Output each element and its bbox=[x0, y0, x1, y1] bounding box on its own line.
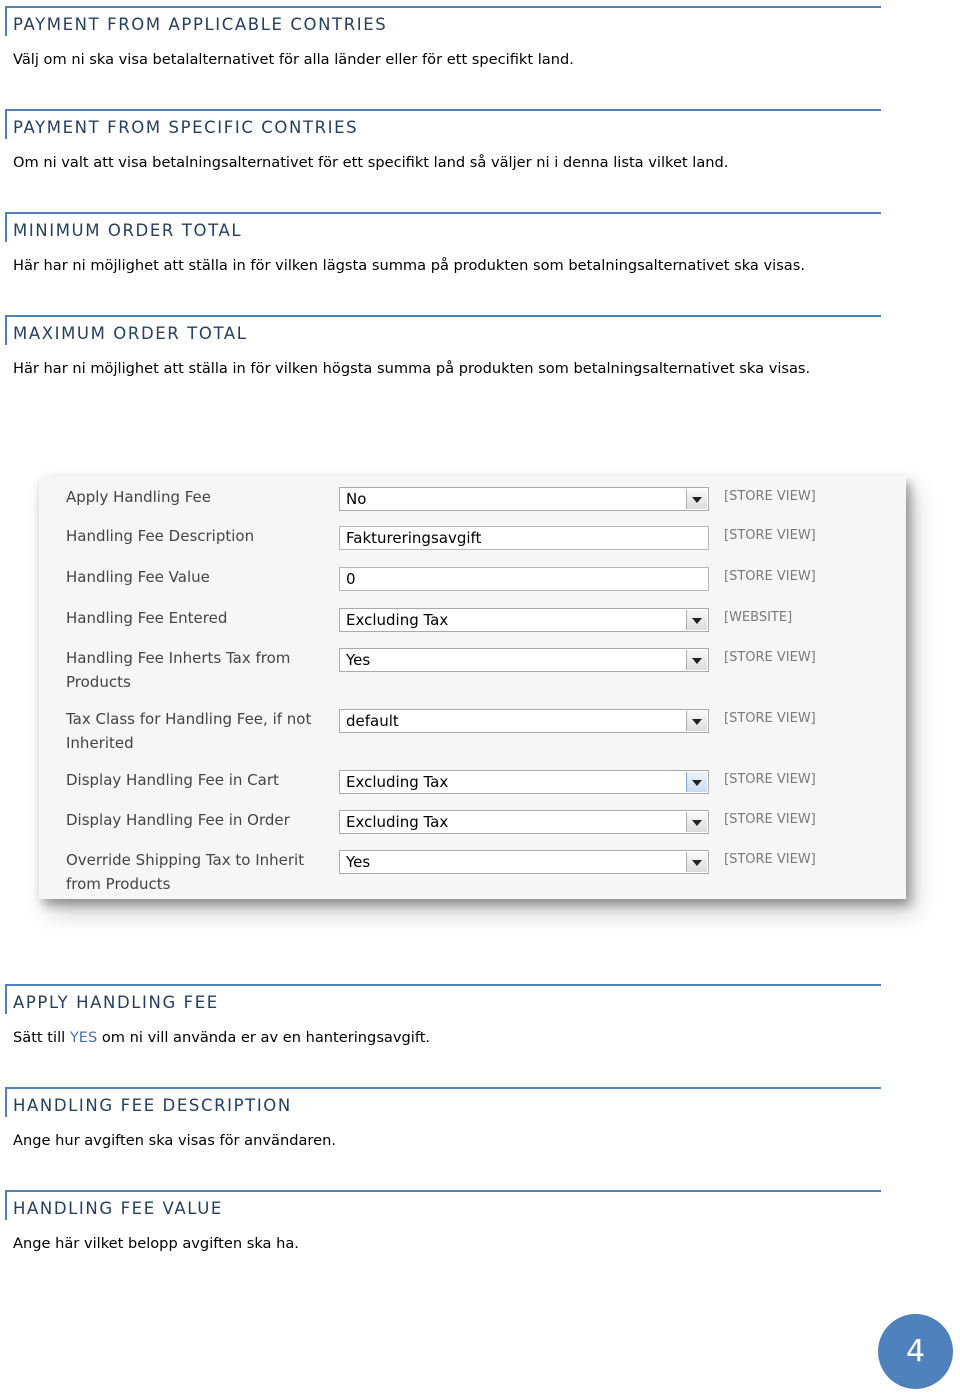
apply-handling-fee-select[interactable] bbox=[339, 487, 709, 511]
section-minimum-order-total bbox=[5, 212, 881, 274]
dropdown-arrow-icon[interactable] bbox=[686, 650, 707, 670]
scope-label: [STORE VIEW] bbox=[724, 812, 816, 827]
section-heading bbox=[5, 315, 881, 345]
field-label: Display Handling Fee in Cart bbox=[66, 771, 279, 789]
heading-text: MINIMUM ORDER TOTAL bbox=[13, 221, 243, 240]
section-text bbox=[5, 1029, 881, 1046]
input-value: Faktureringsavgift bbox=[346, 529, 482, 547]
section-text: Om ni valt att visa betalningsalternativet för ett specifikt land så väljer ni i denna lista vilket land. bbox=[13, 154, 729, 171]
section-heading bbox=[5, 6, 881, 36]
section-heading bbox=[5, 1190, 881, 1220]
scope-label: [STORE VIEW] bbox=[724, 772, 816, 787]
select-value: default bbox=[346, 712, 399, 730]
display-fee-order-select[interactable] bbox=[339, 810, 709, 834]
section-text: Ange här vilket belopp avgiften ska ha. bbox=[13, 1235, 299, 1252]
select-value: Yes bbox=[346, 853, 371, 871]
section-text: Här har ni möjlighet att ställa in för vilken högsta summa på produkten som betalningsalternativet ska visas. bbox=[13, 360, 811, 377]
section-text: Ange hur avgiften ska visas för användaren. bbox=[13, 1132, 336, 1149]
tax-class-select[interactable] bbox=[339, 709, 709, 733]
field-label: Handling Fee Inherts Tax from Products bbox=[66, 649, 291, 691]
field-label: Handling Fee Description bbox=[66, 527, 255, 545]
scope-label: [STORE VIEW] bbox=[724, 528, 816, 543]
page-number-badge: 4 bbox=[878, 1314, 953, 1389]
dropdown-arrow-icon[interactable] bbox=[686, 610, 707, 630]
dropdown-arrow-icon[interactable] bbox=[686, 772, 707, 792]
handling-fee-settings-screenshot bbox=[39, 476, 906, 899]
scope-label: [WEBSITE] bbox=[724, 610, 793, 625]
heading-text: HANDLING FEE VALUE bbox=[13, 1199, 223, 1218]
heading-text: MAXIMUM ORDER TOTAL bbox=[13, 324, 248, 343]
scope-label: [STORE VIEW] bbox=[724, 489, 816, 504]
field-label: Handling Fee Entered bbox=[66, 609, 228, 627]
dropdown-arrow-icon[interactable] bbox=[686, 852, 707, 872]
dropdown-arrow-icon[interactable] bbox=[686, 812, 707, 832]
section-text: Här har ni möjlighet att ställa in för vilken lägsta summa på produkten som betalningsalternativet ska visas. bbox=[13, 257, 805, 274]
section-apply-handling-fee bbox=[5, 984, 881, 1046]
input-value: 0 bbox=[346, 570, 356, 588]
section-heading bbox=[5, 984, 881, 1014]
display-fee-cart-select[interactable] bbox=[339, 770, 709, 794]
scope-label: [STORE VIEW] bbox=[724, 650, 816, 665]
section-handling-fee-value bbox=[5, 1190, 881, 1252]
heading-text: PAYMENT FROM SPECIFIC CONTRIES bbox=[13, 118, 359, 137]
scope-label: [STORE VIEW] bbox=[724, 569, 816, 584]
field-label: Handling Fee Value bbox=[66, 568, 210, 586]
dropdown-arrow-icon[interactable] bbox=[686, 711, 707, 731]
heading-text: APPLY HANDLING FEE bbox=[13, 993, 219, 1012]
field-label: Override Shipping Tax to Inherit from Products bbox=[66, 851, 305, 893]
field-label: Apply Handling Fee bbox=[66, 488, 212, 506]
handling-fee-description-input[interactable] bbox=[339, 526, 709, 550]
select-value: Excluding Tax bbox=[346, 773, 449, 791]
override-shipping-tax-select[interactable] bbox=[339, 850, 709, 874]
handling-fee-value-input[interactable] bbox=[339, 567, 709, 591]
section-applicable-countries bbox=[5, 6, 881, 68]
section-text: Välj om ni ska visa betalalternativet för alla länder eller för ett specifikt land. bbox=[13, 51, 574, 68]
text-before: Sätt till bbox=[13, 1029, 70, 1046]
scope-label: [STORE VIEW] bbox=[724, 711, 816, 726]
select-value: Yes bbox=[346, 651, 371, 669]
section-heading bbox=[5, 109, 881, 139]
text-after: om ni vill använda er av en hanteringsavgift. bbox=[97, 1029, 431, 1046]
section-handling-fee-description bbox=[5, 1087, 881, 1149]
field-label: Display Handling Fee in Order bbox=[66, 811, 290, 829]
field-label: Tax Class for Handling Fee, if not Inherited bbox=[66, 710, 312, 752]
section-heading bbox=[5, 212, 881, 242]
section-maximum-order-total bbox=[5, 315, 881, 377]
select-value: No bbox=[346, 490, 367, 508]
section-heading bbox=[5, 1087, 881, 1117]
select-value: Excluding Tax bbox=[346, 813, 449, 831]
highlighted-value: YES bbox=[69, 1029, 98, 1046]
heading-text: PAYMENT FROM APPLICABLE CONTRIES bbox=[13, 15, 388, 34]
section-specific-countries bbox=[5, 109, 881, 171]
select-value: Excluding Tax bbox=[346, 611, 449, 629]
inherits-tax-select[interactable] bbox=[339, 648, 709, 672]
dropdown-arrow-icon[interactable] bbox=[686, 489, 707, 509]
handling-fee-entered-select[interactable] bbox=[339, 608, 709, 632]
heading-text: HANDLING FEE DESCRIPTION bbox=[13, 1096, 292, 1115]
scope-label: [STORE VIEW] bbox=[724, 852, 816, 867]
